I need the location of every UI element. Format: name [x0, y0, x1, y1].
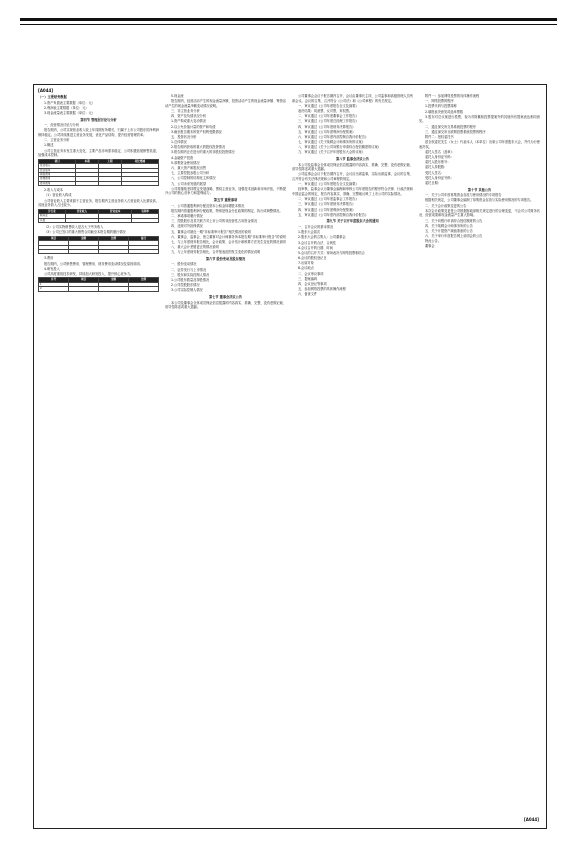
table-header-cell: 项目: [39, 159, 76, 163]
paragraph: 五、投资状况分析: [171, 134, 197, 139]
masthead-rule-thick: [20, 18, 557, 21]
paragraph: 3.公司实际控制人情况: [171, 288, 203, 293]
paragraph: 5.募集资金使用情况: [171, 160, 200, 165]
paragraph: 二、证券发行与上市情况: [171, 267, 207, 272]
table-row: [39, 218, 159, 222]
paragraph: 委托人身份证号码：: [425, 155, 454, 160]
paragraph: 表决结果：同意票，反对票，弃权票。: [298, 108, 353, 113]
section-heading: （一）主要财务数据: [38, 95, 67, 99]
paragraph: 2.填报表决意见或选举票数: [425, 109, 464, 114]
paragraph: 3.截至报告期末的资产权利受限情况: [171, 129, 222, 134]
table-header-cell: 同比增减: [121, 159, 158, 163]
table-header-cell: 营业收入: [65, 209, 98, 213]
paragraph: 4.研发投入: [44, 266, 60, 271]
column-2: [165, 94, 286, 821]
data-table: [38, 209, 159, 223]
article-columns: [38, 94, 540, 821]
table-header-cell: 序号: [39, 278, 69, 282]
table-row: [39, 181, 159, 185]
table-cell: 营业收入: [39, 164, 76, 168]
paragraph: 报告期内普通股利润分配政策，特别是现金分红政策的制定、执行或调整情况。: [171, 208, 283, 213]
paragraph: 5.会议的召开方式：现场表决与网络投票相结合: [298, 250, 365, 255]
paragraph: 3.报告期内正在进行的重大的非股权投资情况: [171, 150, 235, 155]
paragraph: 2.收入与成本: [44, 188, 63, 193]
section-heading: 第七节 董事会决议公告: [209, 294, 242, 299]
paragraph: 四、违规对外担保情况: [171, 224, 203, 229]
paragraph: 2.股东大会的召集人：公司董事会: [298, 235, 346, 240]
table-cell: 销售费用: [39, 172, 76, 176]
paragraph: 1.概述: [44, 143, 54, 148]
table-cell: 财务费用: [39, 181, 76, 185]
table-cell: [99, 287, 129, 291]
paragraph: 3.股东对总议案进行投票，视为对除累积投票提案外的其他所有提案表达相同意见。: [419, 114, 540, 124]
paragraph: 经审核，监事会认为董事会编制和审核公司年度报告的程序符合法律、行政法规和中国证监会的规定，报告内容真实、准确、完整地反映了上市公司的实际情况。: [292, 187, 413, 196]
paragraph: 公司董事会会议于报告期内召开，会议由董事长主持，公司监事和高级管理人员列席会议。会议的召集、召开符合《公司法》和《公司章程》的有关规定。: [292, 94, 413, 103]
table-cell: 营业成本: [39, 168, 76, 172]
table-cell: [132, 218, 159, 222]
paragraph: 三、控股股东及其关联方对上市公司的非经营性占用资金情况: [171, 219, 258, 224]
table-header-cell: 毛利率: [132, 209, 159, 213]
paragraph: 七、审议通过《关于续聘会计师事务所的议案》: [298, 140, 365, 145]
table-header-cell: 上期: [98, 159, 121, 163]
paragraph: 报告期内，公司销售费用、管理费用、财务费用变动情况及原因说明。: [44, 261, 143, 266]
paragraph: 六、董事会、监事会、独立董事对会计师事务所本报告期“非标准审计报告”的说明: [171, 234, 286, 239]
paragraph: 三、审议通过《公司年度总经理工作报告》: [298, 119, 359, 124]
section-heading: 第九节 关于召开年度股东大会的通知: [326, 219, 379, 224]
table-cell: 2: [39, 287, 69, 291]
table-cell: [65, 218, 98, 222]
paragraph: 1.总体情况: [171, 140, 187, 145]
table-header-cell: 本期: [76, 159, 99, 163]
paragraph: 报告期内，经营活动产生的现金流量净额、投资活动产生的现金流量净额、筹资活动产生的现金流量净额变动情况说明。: [165, 99, 286, 108]
paragraph: 4.会议召开的日期、时间: [298, 245, 333, 250]
paragraph: 一、审议通过《公司年度报告全文及摘要》: [298, 103, 359, 108]
table-header-cell: 比例: [99, 236, 129, 240]
table-header-cell: 营业成本: [98, 209, 131, 213]
paragraph: 七、主要控股参股公司分析: [171, 171, 210, 176]
paragraph: 五、董事会对最近一期“非标准审计报告”相关情况的说明: [171, 229, 251, 234]
table-cell: [99, 249, 129, 253]
paragraph: （1）营业收入构成: [44, 193, 72, 198]
paragraph: 一、召开会议的基本情况: [298, 224, 334, 229]
paragraph: 1.资产构成重大变动情况: [171, 119, 206, 124]
table-cell: [69, 249, 99, 253]
paragraph: 委托日期：: [425, 181, 441, 185]
paragraph: 4.金融资产投资: [171, 155, 194, 160]
paragraph: 三、通过深交所互联网投票系统投票的程序: [425, 129, 486, 134]
paragraph: 公司高度重视技术研发，持续加大研发投入，提升核心竞争力。: [44, 271, 134, 276]
column-4: [419, 94, 540, 821]
paragraph: 1.股东大会届次: [298, 230, 321, 235]
section-heading: 第八节 监事会决议公告: [336, 157, 369, 162]
paragraph: 本公司及董事会全体成员保证信息披露的内容真实、准确、完整，没有虚假记载、误导性陈述或重大遗漏。: [165, 300, 286, 310]
paragraph: 三、审议通过《公司年度财务决算报告》: [298, 202, 356, 207]
table-cell: [121, 181, 158, 185]
paragraph: 一、网络投票的程序: [425, 99, 454, 104]
paragraph: 1.公司股东数量及持股情况: [171, 278, 210, 282]
paragraph: 根据相关规定，公司董事会编制了募集资金存放与实际使用情况的专项报告。: [425, 198, 534, 203]
paragraph: （2）公司实物销售收入是否大于劳务收入: [44, 224, 104, 229]
paragraph: 一、关于公司年度募集资金存放与使用情况的专项报告: [425, 193, 502, 198]
paragraph: 四、审议通过《公司年度利润分配预案》: [298, 207, 356, 212]
paragraph: 委托人签名（盖章）：: [425, 149, 456, 154]
table-cell: 管理费用: [39, 177, 76, 181]
paragraph: 报告期内，公司实现营业收入较上年同期有所增长，归属于上市公司股东的净利润保持稳定。公司持续推进主营业务发展，优化产品结构，提升经营管理效率。: [38, 128, 159, 137]
paragraph: 九、与上年度财务报告相比，合并报表范围发生变化的情况说明: [171, 250, 261, 255]
paragraph: 七、与上年度财务报告相比，会计政策、会计估计和核算方法发生变化的情况说明: [171, 239, 286, 244]
paragraph: 2.利润表主要数据（单位：元）: [44, 105, 89, 110]
table-header-cell: 分行业: [39, 209, 66, 213]
paragraph: 受托人身份证号码：: [425, 175, 454, 180]
paragraph: 五、审议通过《公司年度利润分配预案》: [298, 129, 356, 134]
paragraph: 7.出席对象: [298, 261, 314, 266]
paragraph: 五、审议通过《公司年度内部控制自我评价报告》: [298, 212, 369, 217]
table-cell: 1: [39, 282, 69, 286]
paragraph: 1.资产负债表主要数据（单位：元）: [44, 100, 95, 105]
table-cell: [129, 287, 159, 291]
paragraph: 公司监事会会议于报告期内召开，会议应出席监事，实际出席监事，会议的召集、召开符合有关法律法规和公司章程的规定。: [292, 172, 413, 182]
paragraph: 四、资产及负债状况分析: [171, 114, 207, 119]
paragraph: 兹全权委托先生（女士）代表本人（本单位）出席公司年度股东大会，并代为行使表决权。: [419, 140, 540, 149]
data-table: [38, 159, 159, 186]
paragraph: 委托人持股数：: [425, 165, 448, 170]
paragraph: 六、备查文件: [298, 292, 318, 297]
table-row: [39, 287, 159, 291]
paragraph: 3.费用: [44, 256, 54, 261]
paragraph: 特此公告。: [425, 239, 441, 244]
paragraph: 附件二：授权委托书: [425, 134, 454, 139]
paragraph: 三、关于向银行申请综合授信额度的公告: [425, 218, 483, 223]
table-header-cell: 项目: [39, 236, 69, 240]
paragraph: 公司主营业务未发生重大变化，主要产品市场需求稳定，公司积极拓展销售渠道，加强成本控制。: [38, 148, 159, 158]
paragraph: 一、经营情况讨论与分析: [44, 123, 80, 128]
paragraph: 九、公司未来发展的展望: [171, 181, 207, 186]
column-1: [38, 94, 159, 821]
paragraph: 八、审议通过《关于公司向银行申请综合授信额度的议案》: [298, 145, 381, 150]
data-table: [38, 277, 159, 291]
paragraph: 四、会议登记等事项: [298, 282, 327, 286]
paragraph: 六、重大资产和股权出售: [171, 166, 207, 171]
page-number-left: [A044]: [38, 88, 54, 93]
table-cell: [129, 249, 159, 253]
table-cell: [98, 218, 131, 222]
paragraph: 三、股东和实际控制人情况: [171, 272, 210, 277]
paragraph: （3）公司已签订的重大销售合同截至本报告期的履行情况: [44, 230, 126, 235]
paragraph: 2.以公允价值计量的资产和负债: [171, 124, 216, 129]
paragraph: 六、关于举行年度报告网上说明会的公告: [425, 234, 483, 239]
paragraph: 5.现金流: [171, 94, 184, 98]
section-heading: 第五节 重要事项: [213, 197, 238, 202]
paragraph: 二、主营业务分析: [44, 138, 70, 143]
paragraph: 六、审议通过《公司年度内部控制自我评价报告》: [298, 134, 369, 139]
data-table: [38, 236, 159, 255]
paragraph: 附件一：参加网络投票的具体操作流程: [425, 94, 480, 98]
paragraph: 二、审议通过《公司年度监事会工作报告》: [298, 197, 359, 202]
paragraph: 二、承诺事项履行情况: [171, 213, 203, 218]
paragraph: 一、股份变动情况: [171, 262, 197, 267]
paragraph: 二、通过深交所交易系统投票的程序: [425, 124, 476, 129]
paragraph: 八、公司控制的结构化主体情况: [171, 176, 216, 181]
column-3: [292, 94, 413, 821]
table-cell: 制造业: [39, 214, 66, 218]
paragraph: 九、审议通过《关于召开年度股东大会的议案》: [298, 150, 365, 155]
paragraph: 2.报告期内获取的重大的股权投资情况: [171, 145, 226, 150]
paragraph: 五、参加网络投票的具体操作流程: [298, 287, 346, 292]
paragraph: 三、非主营业务分析: [171, 108, 200, 113]
paragraph: 1.投票代码与投票简称: [425, 104, 457, 109]
table-header-cell: 金额: [69, 236, 99, 240]
paragraph: 二、关于会计政策变更的公告: [425, 203, 467, 208]
paragraph: 董事会: [425, 244, 435, 249]
table-cell: [98, 181, 121, 185]
table-header-cell: 项目: [69, 278, 99, 282]
paragraph: 3.现金流量表主要数据（单位：元）: [44, 110, 95, 115]
paragraph: 四、审议通过《公司年度财务决算报告》: [298, 124, 356, 129]
section-heading: 第四节 管理层讨论与分析: [80, 117, 117, 122]
paragraph: 二、会议审议事项: [298, 271, 324, 276]
paragraph: 委托人股东账号：: [425, 160, 451, 165]
table-cell: [69, 287, 99, 291]
paragraph: 八、重大会计差错更正的情况说明: [171, 245, 219, 250]
section-heading: 第六节 股份变动及股东情况: [205, 256, 246, 261]
paragraph: 公司将继续坚持既定发展战略，围绕主营业务，加强技术创新和市场开拓，不断提升公司的核心竞争力和盈利能力。: [165, 186, 286, 196]
paragraph: 四、关于续聘会计师事务所的公告: [425, 223, 473, 228]
paragraph: 8.会议地点: [298, 266, 314, 271]
paragraph: 一、公司普通股利润分配及资本公积金转增股本情况: [171, 203, 245, 208]
paragraph: 二、审议通过《公司年度董事会工作报告》: [298, 114, 359, 119]
paragraph: 五、关于计提资产减值准备的公告: [425, 228, 473, 233]
paragraph: 受托人签名：: [425, 170, 445, 175]
table-row: [39, 249, 159, 253]
table-header-cell: 备注: [129, 236, 159, 240]
paragraph: 6.会议的股权登记日: [298, 256, 327, 261]
page-number-right: [A044]: [523, 817, 539, 822]
paragraph: 三、提案编码: [298, 276, 318, 281]
section-heading: 第十节 其他公告: [467, 187, 492, 192]
paragraph: 本次会计政策变更是公司根据财政部相关规定进行的合理变更，不会对公司财务状况、经营成果和现金流量产生重大影响。: [419, 208, 540, 218]
paragraph: 本公司及监事会全体成员保证信息披露的内容真实、准确、完整，没有虚假记载、误导性陈述或重大遗漏。: [292, 162, 413, 172]
paragraph: 3.会议召开的合法、合规性: [298, 240, 337, 245]
table-header-cell: 金额: [99, 278, 129, 282]
table-cell: [39, 249, 69, 253]
table-cell: 其他: [39, 218, 66, 222]
masthead-rule-thin: [20, 24, 557, 25]
table-cell: [76, 181, 99, 185]
paragraph: 公司营业收入主要来源于主营业务，报告期内主营业务收入占营业收入比重较高，其他业务收入占比较小。: [38, 198, 159, 208]
paragraph: 一、审议通过《公司年度报告全文及摘要》: [298, 182, 359, 187]
paragraph: 2.公司控股股东情况: [171, 283, 200, 288]
table-header-cell: 比例: [129, 278, 159, 282]
